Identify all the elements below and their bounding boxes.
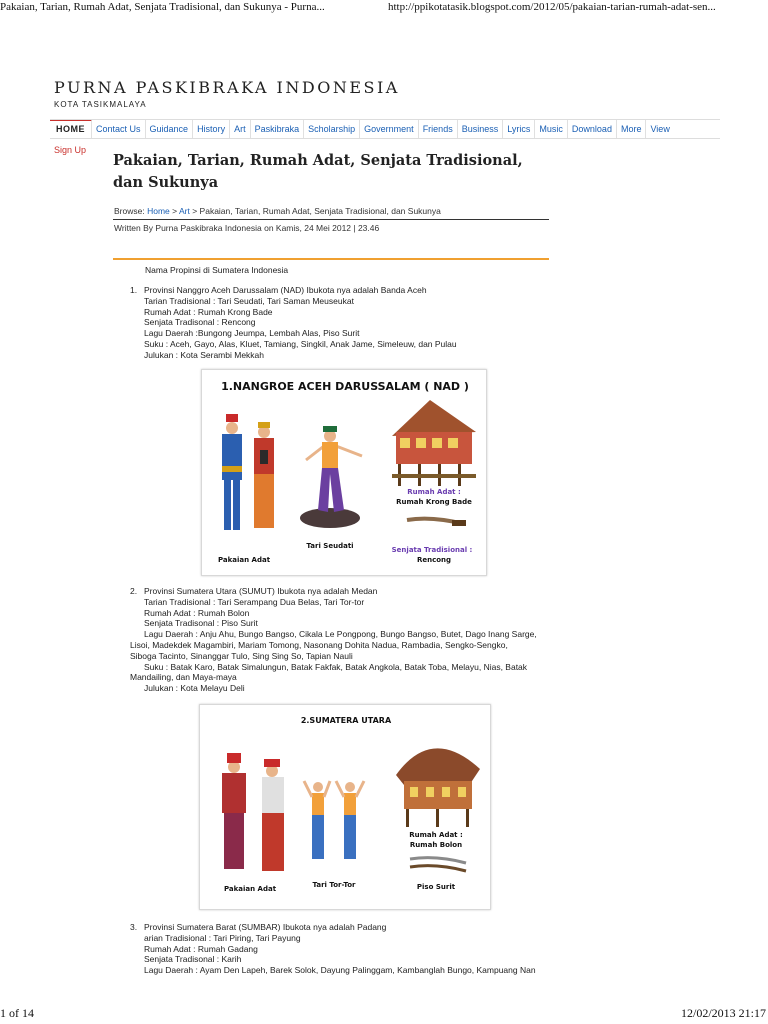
list-item-line: Suku : Aceh, Gayo, Alas, Kluet, Tamiang, Singkil, Anak Jame, Simeleuw, dan Pulau bbox=[144, 338, 457, 349]
list-item-number: 3. bbox=[130, 922, 138, 932]
list-item-line: Lagu Daerah : Anju Ahu, Bungo Bangso, Cikala Le Pongpong, Bungo Bangso, Butet, Dago Inang Sarge, bbox=[144, 629, 537, 640]
dancer-illustration bbox=[300, 426, 362, 528]
list-item-body bbox=[130, 586, 554, 694]
nav-item-contact-us[interactable]: Contact Us bbox=[92, 119, 146, 139]
breadcrumb-prefix: Browse: bbox=[114, 206, 148, 216]
figure-label-pakaian: Pakaian Adat bbox=[223, 885, 277, 893]
print-page-number: 1 of 14 bbox=[0, 1006, 34, 1020]
list-item-line: Lagu Daerah : Ayam Den Lapeh, Barek Solok, Dayung Palinggam, Kambanglah Bungo, Kampuang Nan bbox=[144, 965, 536, 976]
list-item-line: Julukan : Kota Serambi Mekkah bbox=[144, 349, 265, 360]
print-page-title: Pakaian, Tarian, Rumah Adat, Senjata Tradisional, dan Sukunya - Purna... bbox=[0, 1, 325, 13]
nav-item-guidance[interactable]: Guidance bbox=[146, 119, 194, 139]
site-title[interactable]: PURNA PASKIBRAKA INDONESIA bbox=[54, 78, 400, 97]
list-item-line: Rumah Adat : Rumah Krong Bade bbox=[144, 306, 273, 317]
traditional-costume-illustration bbox=[222, 414, 274, 530]
nav-item-art[interactable]: Art bbox=[230, 119, 251, 139]
divider bbox=[113, 219, 549, 220]
nav-item-home[interactable]: HOME bbox=[50, 119, 92, 139]
figure-heading: 1.NANGROE ACEH DARUSSALAM ( NAD ) bbox=[221, 380, 469, 393]
figure-label-tari: Tari Seudati bbox=[306, 542, 354, 550]
nav-item-download[interactable]: Download bbox=[568, 119, 617, 139]
nav-item-business[interactable]: Business bbox=[458, 119, 504, 139]
site-subtitle: KOTA TASIKMALAYA bbox=[54, 100, 147, 109]
figure-label-pakaian: Pakaian Adat bbox=[217, 556, 271, 564]
list-item-line: Rumah Adat : Rumah Gadang bbox=[144, 943, 258, 954]
breadcrumb-separator: > bbox=[189, 206, 200, 216]
list-item-line: Lisoi, Madekdek Magambiri, Mariam Tomong, Nasonang Dohita Nadua, Rambadia, Sengko-Sengko, bbox=[130, 639, 508, 650]
nav-item-more[interactable]: More bbox=[617, 119, 647, 139]
dancer-illustration bbox=[304, 781, 364, 859]
list-item-body bbox=[144, 922, 554, 976]
list-item-line: Tarian Tradisional : Tari Serampang Dua Belas, Tari Tor-tor bbox=[144, 596, 365, 607]
list-item-number: 1. bbox=[130, 285, 138, 295]
post-title: Pakaian, Tarian, Rumah Adat, Senjata Tradisional, dan Sukunya bbox=[113, 152, 523, 191]
figure-label-tari: Tari Tor-Tor bbox=[312, 881, 356, 889]
list-item-line: Senjata Tradisonal : Piso Surit bbox=[144, 618, 258, 629]
list-item-line: Tarian Tradisional : Tari Seudati, Tari Saman Meuseukat bbox=[144, 295, 354, 306]
figure-sumut-image bbox=[199, 704, 491, 910]
figure-label-rumah: Rumah Adat : bbox=[409, 831, 463, 839]
nav-item-lyrics[interactable]: Lyrics bbox=[503, 119, 535, 139]
figure-sumut-illustration bbox=[200, 705, 492, 911]
breadcrumb-current: Pakaian, Tarian, Rumah Adat, Senjata Tradisional, dan Sukunya bbox=[199, 206, 441, 216]
list-item-line: Senjata Tradisonal : Rencong bbox=[144, 317, 256, 328]
figure-value-senjata: Piso Surit bbox=[416, 883, 456, 891]
figure-heading: 2.SUMATERA UTARA bbox=[300, 716, 392, 725]
nav-item-government[interactable]: Government bbox=[360, 119, 419, 139]
traditional-house-illustration bbox=[396, 748, 480, 827]
figure-label-senjata: Senjata Tradisional : bbox=[391, 546, 473, 554]
nav-item-friends[interactable]: Friends bbox=[419, 119, 458, 139]
breadcrumb-art-link[interactable]: Art bbox=[178, 206, 190, 216]
figure-value-senjata: Rencong bbox=[416, 556, 452, 564]
print-timestamp: 12/02/2013 21:17 bbox=[680, 1006, 766, 1020]
main-nav bbox=[50, 119, 720, 139]
traditional-house-illustration bbox=[392, 400, 476, 486]
nav-item-music[interactable]: Music bbox=[535, 119, 568, 139]
list-item-line: Mandailing, dan Maya-maya bbox=[130, 672, 237, 683]
list-item-line: Senjata Tradisonal : Karih bbox=[144, 954, 242, 965]
list-item-line: Julukan : Kota Melayu Deli bbox=[144, 683, 245, 694]
figure-aceh-illustration bbox=[202, 370, 488, 577]
list-item-line: Provinsi Sumatera Barat (SUMBAR) Ibukota nya adalah Padang bbox=[144, 922, 387, 932]
list-item-line: Suku : Batak Karo, Batak Simalungun, Batak Fakfak, Batak Angkola, Batak Toba, Melayu, Nias, Batak bbox=[144, 661, 528, 672]
figure-value-rumah: Rumah Bolon bbox=[409, 841, 463, 849]
print-header bbox=[0, 0, 768, 18]
nav-item-paskibraka[interactable]: Paskibraka bbox=[251, 119, 305, 139]
nav-item-history[interactable]: History bbox=[193, 119, 230, 139]
rencong-weapon-illustration bbox=[407, 519, 466, 526]
print-footer bbox=[0, 1006, 768, 1024]
breadcrumb-home-link[interactable]: Home bbox=[147, 206, 170, 216]
sign-up-link[interactable]: Sign Up bbox=[54, 145, 87, 155]
nav-item-scholarship[interactable]: Scholarship bbox=[304, 119, 360, 139]
list-item-body bbox=[144, 285, 554, 361]
list-item-line: Lagu Daerah :Bungong Jeumpa, Lembah Alas, Piso Surit bbox=[144, 328, 360, 339]
piso-surit-weapon-illustration bbox=[410, 858, 466, 871]
divider-accent bbox=[113, 258, 549, 260]
list-item-line: Siboga Tacinto, Sinanggar Tulo, Sing Sing So, Tapian Nauli bbox=[130, 650, 353, 661]
list-item-line: arian Tradisional : Tari Piring, Tari Payung bbox=[144, 932, 301, 943]
list-item-line: Provinsi Sumatera Utara (SUMUT) Ibukota nya adalah Medan bbox=[144, 586, 378, 596]
list-item-line: Provinsi Nanggro Aceh Darussalam (NAD) Ibukota nya adalah Banda Aceh bbox=[144, 285, 427, 295]
figure-label-rumah: Rumah Adat : bbox=[407, 488, 461, 496]
post-byline: Written By Purna Paskibraka Indonesia on Kamis, 24 Mei 2012 | 23.46 bbox=[114, 223, 380, 233]
print-page-url[interactable]: http://ppikotatasik.blogspot.com/2012/05/pakaian-tarian-rumah-adat-sen... bbox=[388, 1, 716, 13]
list-item-number: 2. bbox=[130, 586, 138, 596]
breadcrumb-separator: > bbox=[169, 206, 179, 216]
post-intro: Nama Propinsi di Sumatera Indonesia bbox=[145, 265, 289, 275]
breadcrumb bbox=[114, 206, 441, 216]
nav-item-view[interactable]: View bbox=[650, 124, 670, 134]
list-item-line: Rumah Adat : Rumah Bolon bbox=[144, 607, 250, 618]
figure-value-rumah: Rumah Krong Bade bbox=[396, 498, 472, 506]
traditional-costume-illustration bbox=[222, 753, 284, 871]
figure-aceh-image bbox=[201, 369, 487, 576]
